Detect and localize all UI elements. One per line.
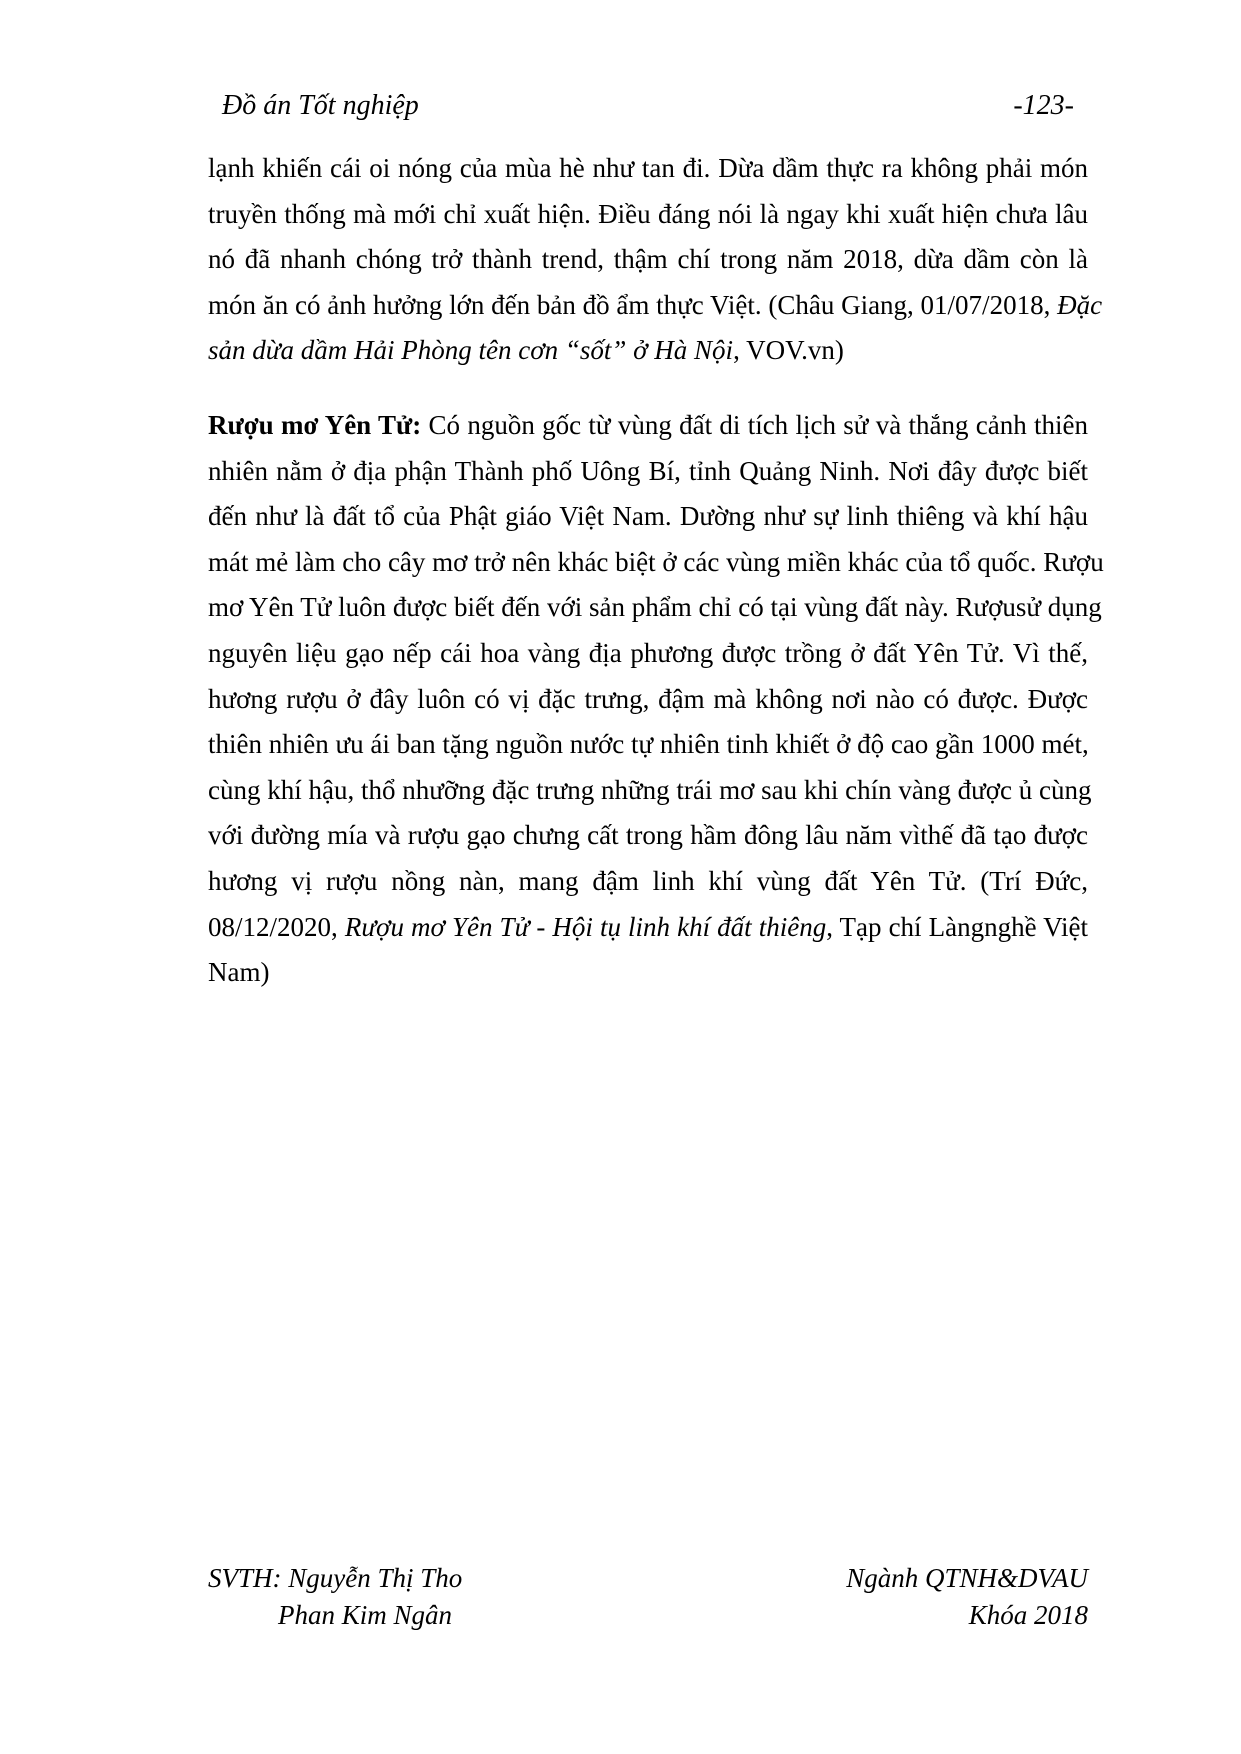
- footer-authors: [208, 1560, 462, 1634]
- text-line: nguyên liệu gạo nếp cái hoa vàng địa phương được trồng ở đất Yên Tử. Vì thế,: [208, 637, 1088, 668]
- text-line: thiên nhiên ưu ái ban tặng nguồn nước tự nhiên tinh khiết ở độ cao gần 1000 mét,: [208, 729, 1089, 760]
- text-line: [208, 403, 1088, 449]
- text-line: Nam): [208, 957, 270, 988]
- text-line: mát mẻ làm cho cây mơ trở nên khác biệt ở các vùng miền khác của tổ quốc. Rượu: [208, 546, 1104, 577]
- header-title: Đồ án Tốt nghiệp: [222, 90, 419, 121]
- text-line: [208, 283, 1103, 329]
- text-line: nó đã nhanh chóng trở thành trend, thậm chí trong năm 2018, dừa dầm còn là: [208, 244, 1088, 275]
- page-number: -123-: [1013, 90, 1074, 121]
- text-line: hương vị rượu nồng nàn, mang đậm linh khí vùng đất Yên Tử. (Trí Đức,: [208, 865, 1088, 896]
- text-line: truyền thống mà mới chỉ xuất hiện. Điều đáng nói là ngay khi xuất hiện chưa lâu: [208, 198, 1088, 229]
- footer-author-1: SVTH: Nguyễn Thị Tho: [208, 1563, 463, 1593]
- text-line: hương rượu ở đây luôn có vị đặc trưng, đậm mà không nơi nào có được. Được: [208, 683, 1088, 714]
- citation-title: sản dừa dầm Hải Phòng tên cơn “sốt” ở Hà Nội: [208, 335, 734, 366]
- text-line: [208, 905, 1088, 951]
- text-run: 08/12/2020,: [208, 911, 345, 942]
- text-line: nhiên nằm ở địa phận Thành phố Uông Bí, tỉnh Quảng Ninh. Nơi đây được biết: [208, 455, 1088, 486]
- text-line: với đường mía và rượu gạo chưng cất trong hầm đông lâu năm vìthế đã tạo được: [208, 820, 1088, 851]
- text-run: , VOV.vn): [733, 335, 844, 366]
- citation-title-start: Đặc: [1057, 289, 1103, 320]
- section-heading: Rượu mơ Yên Tử:: [208, 410, 422, 440]
- text-line: cùng khí hậu, thổ nhưỡng đặc trưng những trái mơ sau khi chín vàng được ủ cùng: [208, 774, 1092, 805]
- text-line: đến như là đất tổ của Phật giáo Việt Nam. Dường như sự linh thiêng và khí hậu: [208, 501, 1088, 532]
- text-run: món ăn có ảnh hưởng lớn đến bản đồ ẩm thực Việt. (Châu Giang, 01/07/2018,: [208, 289, 1058, 320]
- text-line: mơ Yên Tử luôn được biết đến với sản phẩm chỉ có tại vùng đất này. Rượusử dụng: [208, 592, 1102, 623]
- page-footer: [208, 1560, 1088, 1640]
- footer-major: Ngành QTNH&DVAU: [846, 1563, 1088, 1593]
- citation-title: Rượu mơ Yên Tử - Hội tụ linh khí đất thiêng: [344, 911, 827, 942]
- page-header: [222, 86, 1074, 126]
- footer-cohort: Khóa 2018: [968, 1600, 1088, 1630]
- text-line: [208, 328, 1088, 374]
- text-line: lạnh khiến cái oi nóng của mùa hè như tan đi. Dừa dầm thực ra không phải món: [208, 153, 1088, 183]
- footer-author-2: Phan Kim Ngân: [278, 1600, 453, 1630]
- text-run: Có nguồn gốc từ vùng đất di tích lịch sử và thắng cảnh thiên: [421, 410, 1089, 440]
- paragraph-coconut: [208, 146, 1103, 374]
- text-run: , Tạp chí Làngnghề Việt: [826, 911, 1089, 942]
- paragraph-apricot-wine: [208, 403, 1104, 996]
- footer-program: [846, 1560, 1088, 1634]
